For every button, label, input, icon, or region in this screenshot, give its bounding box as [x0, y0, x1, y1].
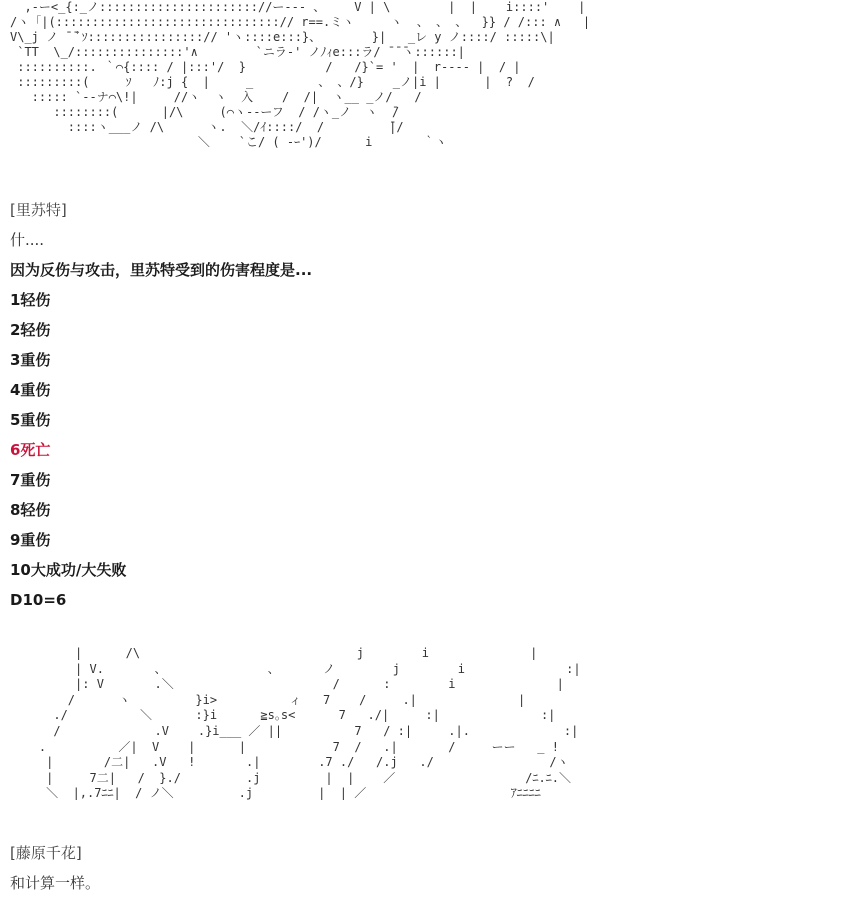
option-item: 5重伤	[10, 411, 51, 429]
option-item: 9重伤	[10, 531, 51, 549]
option-item-selected: 6死亡	[10, 441, 51, 459]
ascii-art-risotto: ,-ー<_{:_ノ:::::::::::::::::::::://ー--- 、 V | \ | | i::::' | /ヽ「|(:::::::::::::::::::::::::::::::// r==.ミヽ ヽ 、 、 、 }} / /::: ∧ | V\_j ノ ̄ ̄ ﾞｿ::::::::::::::::// 'ヽ::::e:::}、 }| _レ y ノ::::/ :::::\| `TT \_/:::::::::::::::'∧ `ニラ-' ノﾉｨe:::ラ/ ̄ ̄ ̄ヽ::::::| ::::::::::. ｀⌒{:::: / |:::'/ } / /}`= ' | r---- | / | :::::::::( ｿ ﾉ:j { | _ 、 、/} _ノ|i | | ? / ::::: `--ナ⌒\!| //ヽ ヽ 入 / /| ヽ__ _ノ/ / ::::::::( |/\ (⌒ヽ--ーフ / /ヽ_ノ ヽ ̄/ ::::ヽ___ノ /\ ヽ. ＼/ｲ::::/ / ̄|/ ＼ `こ/ ( -ｰ')/ i ｀ヽ	[10, 0, 591, 149]
dialogue-line: 什....	[10, 231, 45, 249]
option-item: 1轻伤	[10, 291, 51, 309]
option-item: 7重伤	[10, 471, 51, 489]
speaker-label: [里苏特]	[10, 201, 67, 219]
question-text: 因为反伤与攻击，里苏特受到的伤害程度是...	[10, 261, 313, 279]
ascii-art-chika: | /\ j i | | V. 、 、 ノ j i :| |: V .＼ / : i | / ヽ }i> ィ 7 / .| | ./ ＼ :}i ≧s｡s< 7 ./| :| :| / .V .}i___ ／ || 7 / :| .|. :| . ／| V | | 7 / .| / ーー _ ! | /二| .V ! .| .7 ./ /.j ./ /ヽ | 7二| / }./ .j | | ／ /ﾆ.ﾆ.＼ ＼ |,.7ﾆﾆ| / ノ＼ .j | | ／ ｱﾆﾆﾆﾆ	[38, 646, 581, 801]
dialogue-line: 和计算一样。	[10, 874, 101, 892]
option-item: 2轻伤	[10, 321, 51, 339]
option-item: 10大成功/大失败	[10, 561, 127, 579]
speaker-label: [藤原千花]	[10, 844, 82, 862]
dice-result: D10=6	[10, 591, 67, 609]
option-item: 4重伤	[10, 381, 51, 399]
option-item: 8轻伤	[10, 501, 51, 519]
option-item: 3重伤	[10, 351, 51, 369]
